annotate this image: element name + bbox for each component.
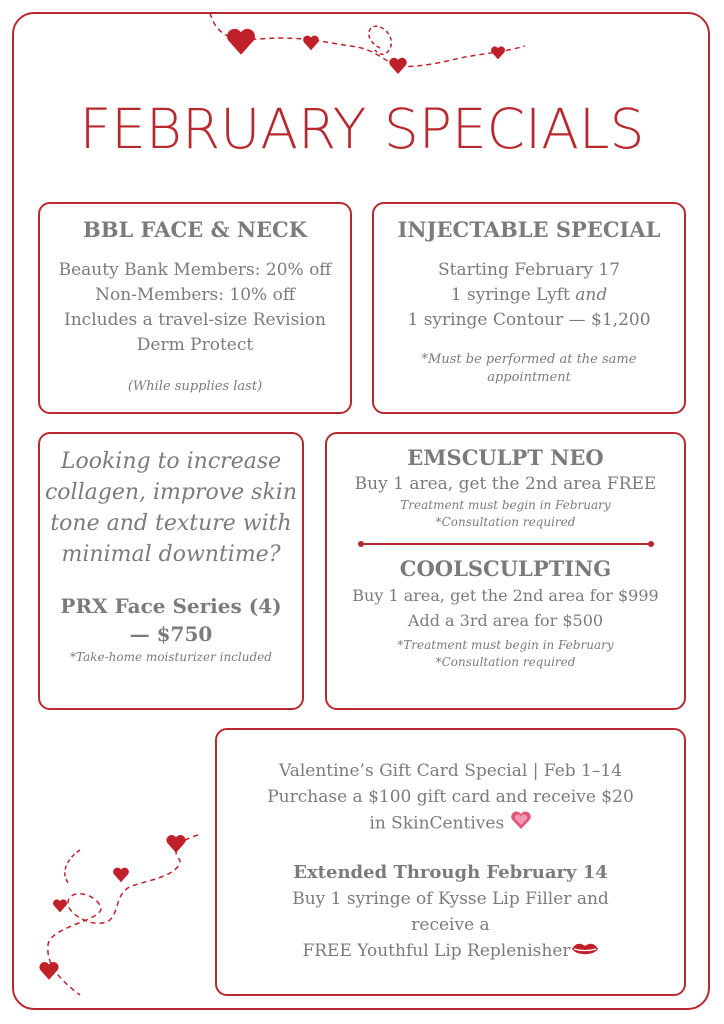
prx-note: *Take-home moisturizer included bbox=[70, 650, 272, 664]
injectable-line-2-text: 1 syringe Lyft bbox=[450, 285, 576, 305]
section-divider bbox=[361, 543, 651, 545]
valentine-line-1: Valentine’s Gift Card Special | Feb 1–14 bbox=[278, 761, 623, 781]
prx-heading-2: — $750 bbox=[129, 622, 213, 646]
valentine-line-6-row bbox=[217, 938, 684, 965]
prx-face-series-card bbox=[38, 432, 304, 710]
heart-icon bbox=[166, 835, 185, 853]
emsculpt-note-2: *Consultation required bbox=[435, 515, 576, 529]
valentine-heading: Extended Through February 14 bbox=[293, 862, 608, 883]
valentine-line-2: Purchase a $100 gift card and receive $20 bbox=[267, 787, 634, 807]
valentine-line-4: Buy 1 syringe of Kysse Lip Filler and bbox=[292, 889, 609, 909]
valentine-line-6: FREE Youthful Lip Replenisher bbox=[302, 941, 571, 961]
prx-question-4: minimal downtime? bbox=[61, 542, 281, 567]
injectable-note-1: *Must be performed at the same bbox=[421, 352, 637, 367]
coolsculpting-note-2: *Consultation required bbox=[435, 655, 576, 669]
sparkling-heart-icon bbox=[510, 810, 532, 838]
bbl-note: (While supplies last) bbox=[127, 379, 263, 394]
heart-icon bbox=[113, 868, 129, 883]
valentine-line-5: receive a bbox=[411, 915, 490, 935]
emsculpt-note-1: Treatment must begin in February bbox=[400, 498, 611, 512]
prx-question-2: collagen, improve skin bbox=[44, 480, 298, 505]
body-contouring-card bbox=[325, 432, 686, 710]
bbl-line-4: Derm Protect bbox=[136, 335, 254, 355]
injectable-line-1: Starting February 17 bbox=[437, 260, 621, 280]
coolsculpting-line-2: Add a 3rd area for $500 bbox=[407, 611, 604, 630]
injectable-special-card bbox=[372, 202, 686, 414]
prx-question-3: tone and texture with bbox=[50, 511, 292, 536]
coolsculpting-line-1: Buy 1 area, get the 2nd area for $999 bbox=[352, 586, 659, 605]
injectable-line-3: 1 syringe Contour — $1,200 bbox=[407, 310, 651, 330]
page-title: FEBRUARY SPECIALS bbox=[79, 97, 645, 161]
top-heart-garland bbox=[200, 8, 530, 83]
prx-question-1: Looking to increase bbox=[60, 449, 282, 474]
bbl-heading: BBL FACE & NECK bbox=[82, 217, 308, 242]
bbl-line-3: Includes a travel-size Revision bbox=[64, 310, 326, 330]
heart-icon bbox=[303, 36, 319, 51]
valentine-line-3: in SkinCentives bbox=[369, 813, 505, 834]
prx-heading-1: PRX Face Series (4) bbox=[60, 594, 282, 618]
bbl-line-2: Non-Members: 10% off bbox=[95, 285, 295, 305]
emsculpt-heading: EMSCULPT NEO bbox=[407, 445, 604, 470]
emsculpt-line-1: Buy 1 area, get the 2nd area FREE bbox=[354, 474, 657, 494]
injectable-heading: INJECTABLE SPECIAL bbox=[397, 217, 661, 242]
injectable-line-2-emphasis: and bbox=[575, 285, 608, 305]
valentine-line-3-row bbox=[217, 810, 684, 838]
heart-icon bbox=[491, 46, 505, 59]
bbl-face-neck-card bbox=[38, 202, 352, 414]
heart-icon bbox=[39, 962, 58, 980]
kiss-lips-icon bbox=[571, 939, 599, 965]
injectable-line-2 bbox=[374, 283, 684, 308]
bottom-heart-garland bbox=[30, 830, 210, 1005]
coolsculpting-note-1: *Treatment must begin in February bbox=[397, 638, 614, 652]
bbl-line-1: Beauty Bank Members: 20% off bbox=[58, 260, 332, 280]
heart-icon bbox=[389, 58, 406, 74]
heart-icon bbox=[53, 899, 67, 912]
heart-icon bbox=[227, 29, 255, 55]
valentine-gift-card-special bbox=[215, 728, 686, 996]
coolsculpting-heading: COOLSCULPTING bbox=[399, 556, 612, 581]
injectable-note-2: appointment bbox=[487, 370, 571, 385]
